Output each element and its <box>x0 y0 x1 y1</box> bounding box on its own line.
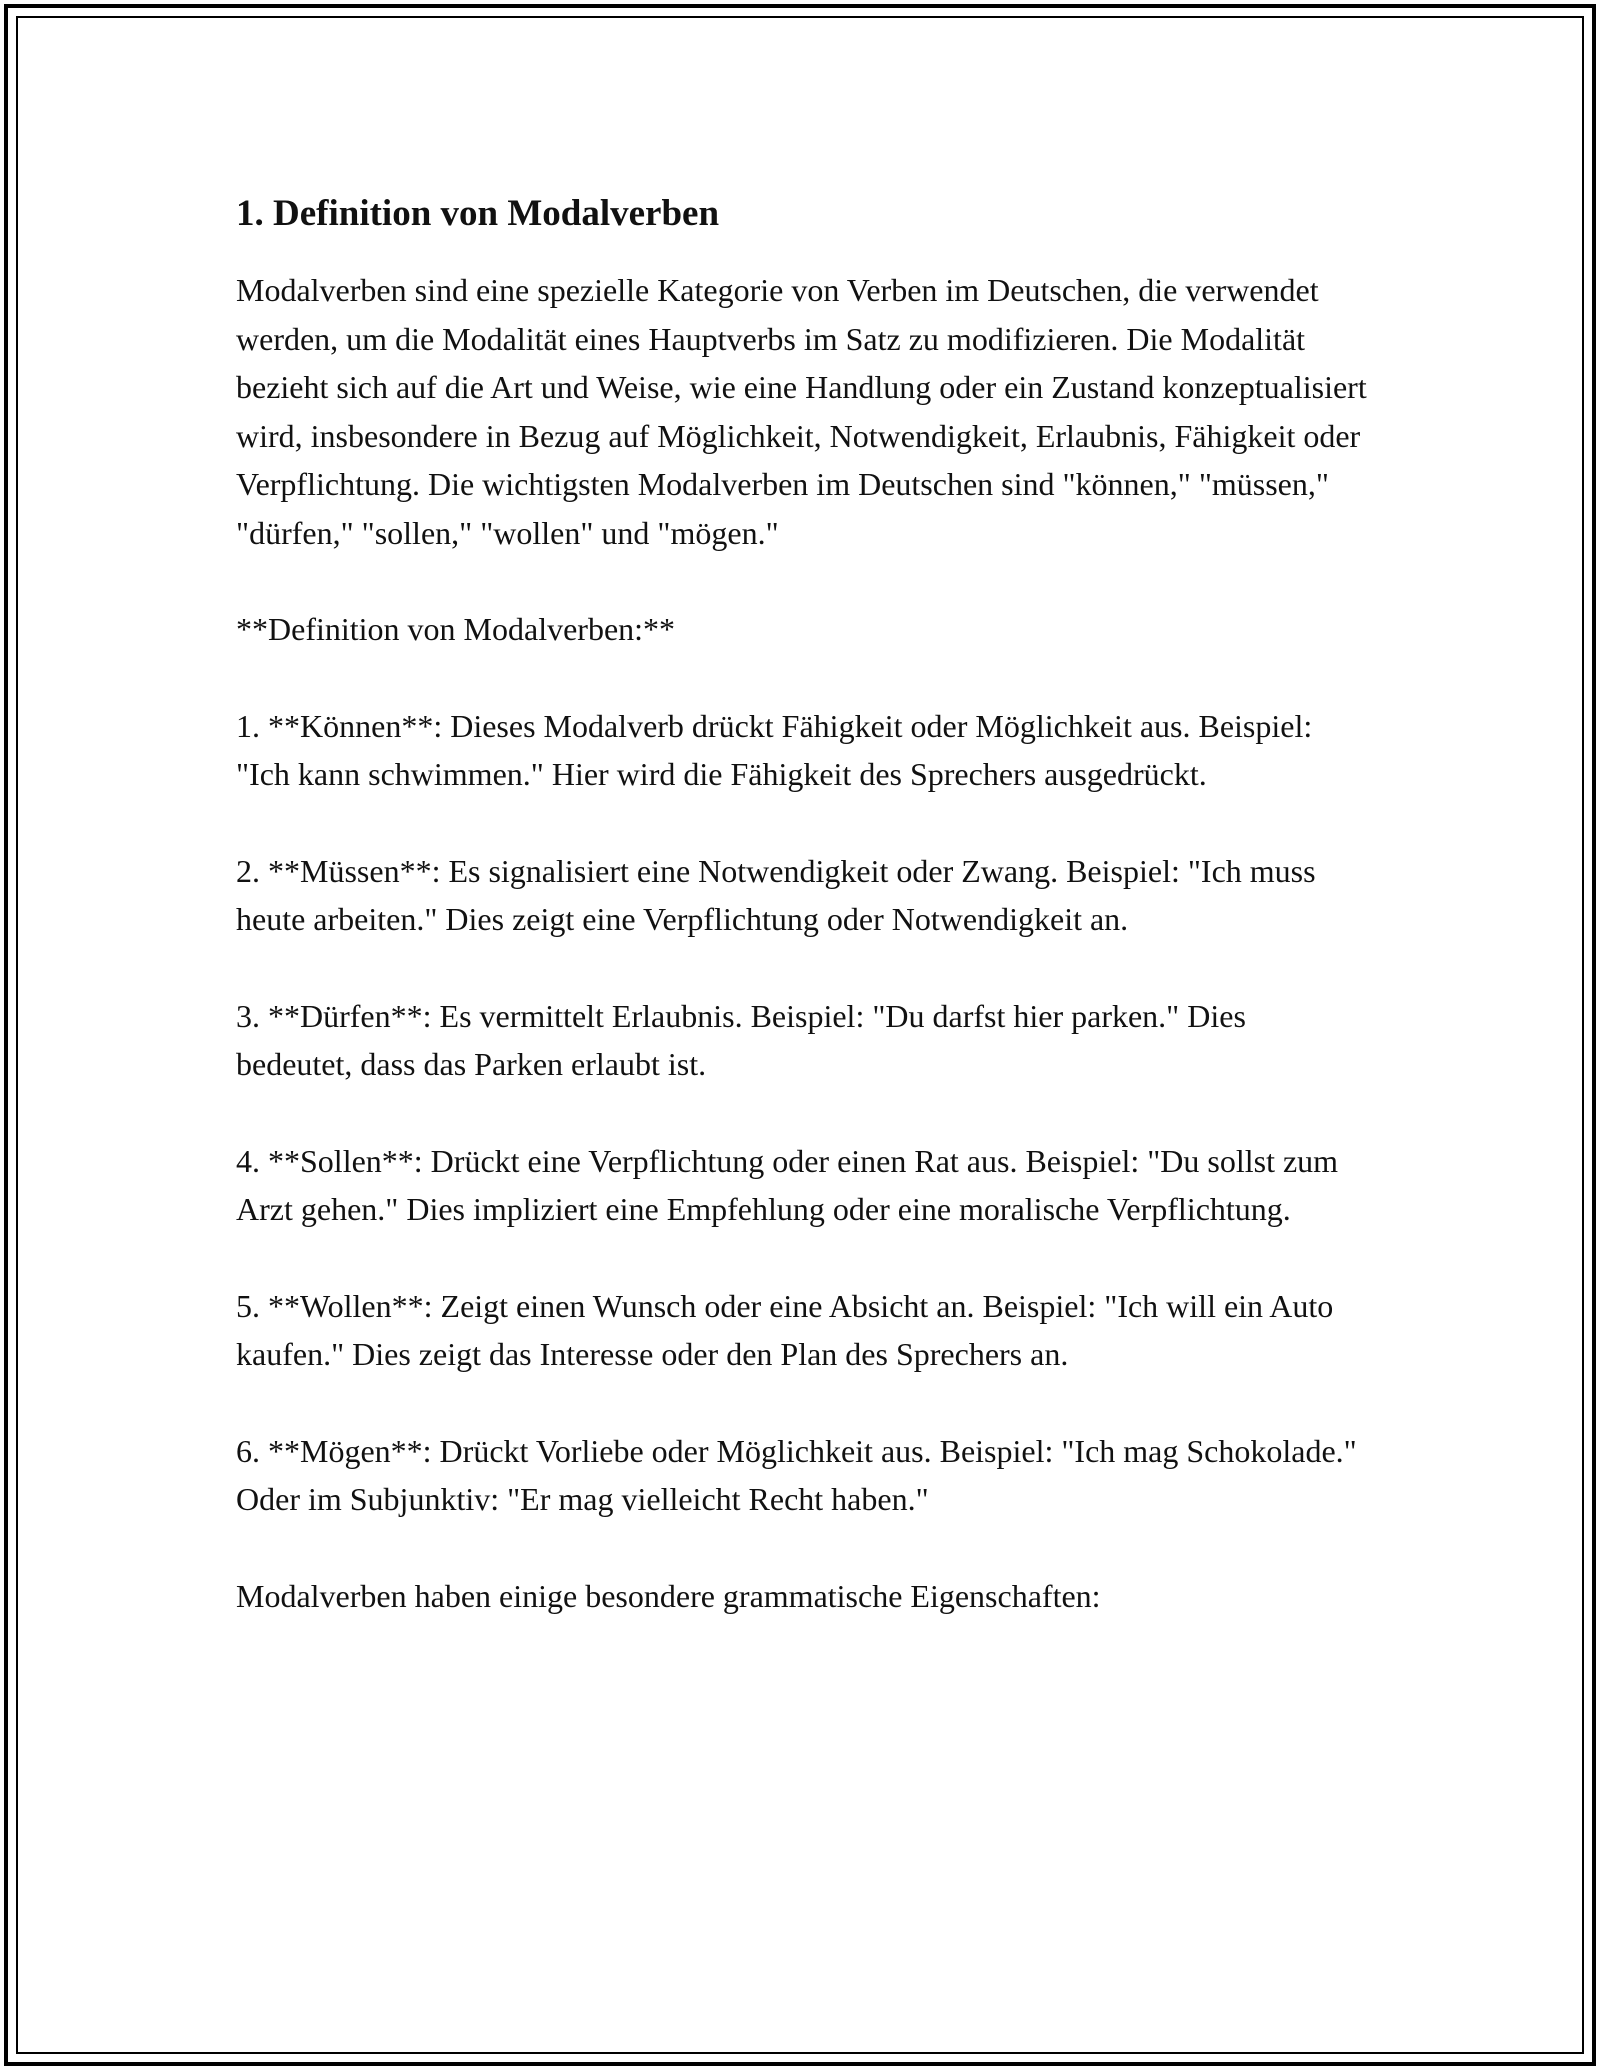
intro-paragraph: Modalverben sind eine spezielle Kategorie von Verben im Deutschen, die verwendet werden, um die Modalität eines Hauptverbs im Satz zu modifizieren. Die Modalität bezieht sich auf die Art und Weise, wie eine Handlung oder ein Zustand konzeptualisiert wird, insbesondere in Bezug auf Möglichkeit, Notwendigkeit, Erlaubnis, Fähigkeit oder Verpflichtung. Die wichtigsten Modalverben im Deutschen sind "können," "müssen," "dürfen," "sollen," "wollen" und "mögen." <box>236 272 1367 551</box>
list-item-wollen: 5. **Wollen**: Zeigt einen Wunsch oder eine Absicht an. Beispiel: "Ich will ein Auto kaufen." Dies zeigt das Interesse oder den Plan des Sprechers an. <box>236 1287 1334 1372</box>
list-item-muessen: 2. **Müssen**: Es signalisiert eine Notwendigkeit oder Zwang. Beispiel: "Ich muss heute arbeiten." Dies zeigt eine Verpflichtung oder Notwendigkeit an. <box>236 852 1316 937</box>
list-item-sollen: 4. **Sollen**: Drückt eine Verpflichtung oder einen Rat aus. Beispiel: "Du sollst zum Arzt gehen." Dies impliziert eine Empfehlung oder eine moralische Verpflichtung. <box>236 1142 1339 1227</box>
document-body <box>236 188 1368 1668</box>
list-item-koennen: 1. **Können**: Dieses Modalverb drückt Fähigkeit oder Möglichkeit aus. Beispiel: "Ich kann schwimmen." Hier wird die Fähigkeit des Sprechers ausgedrückt. <box>236 707 1313 792</box>
section-heading: 1. Definition von Modalverben <box>236 193 720 234</box>
list-item-duerfen: 3. **Dürfen**: Es vermittelt Erlaubnis. Beispiel: "Du darfst hier parken." Dies bedeutet, dass das Parken erlaubt ist. <box>236 997 1246 1082</box>
closing-paragraph: Modalverben haben einige besondere grammatische Eigenschaften: <box>236 1577 1101 1614</box>
list-item-moegen: 6. **Mögen**: Drückt Vorliebe oder Möglichkeit aus. Beispiel: "Ich mag Schokolade." Oder im Subjunktiv: "Er mag vielleicht Recht haben." <box>236 1432 1357 1517</box>
definition-subheading: **Definition von Modalverben:** <box>236 611 676 647</box>
